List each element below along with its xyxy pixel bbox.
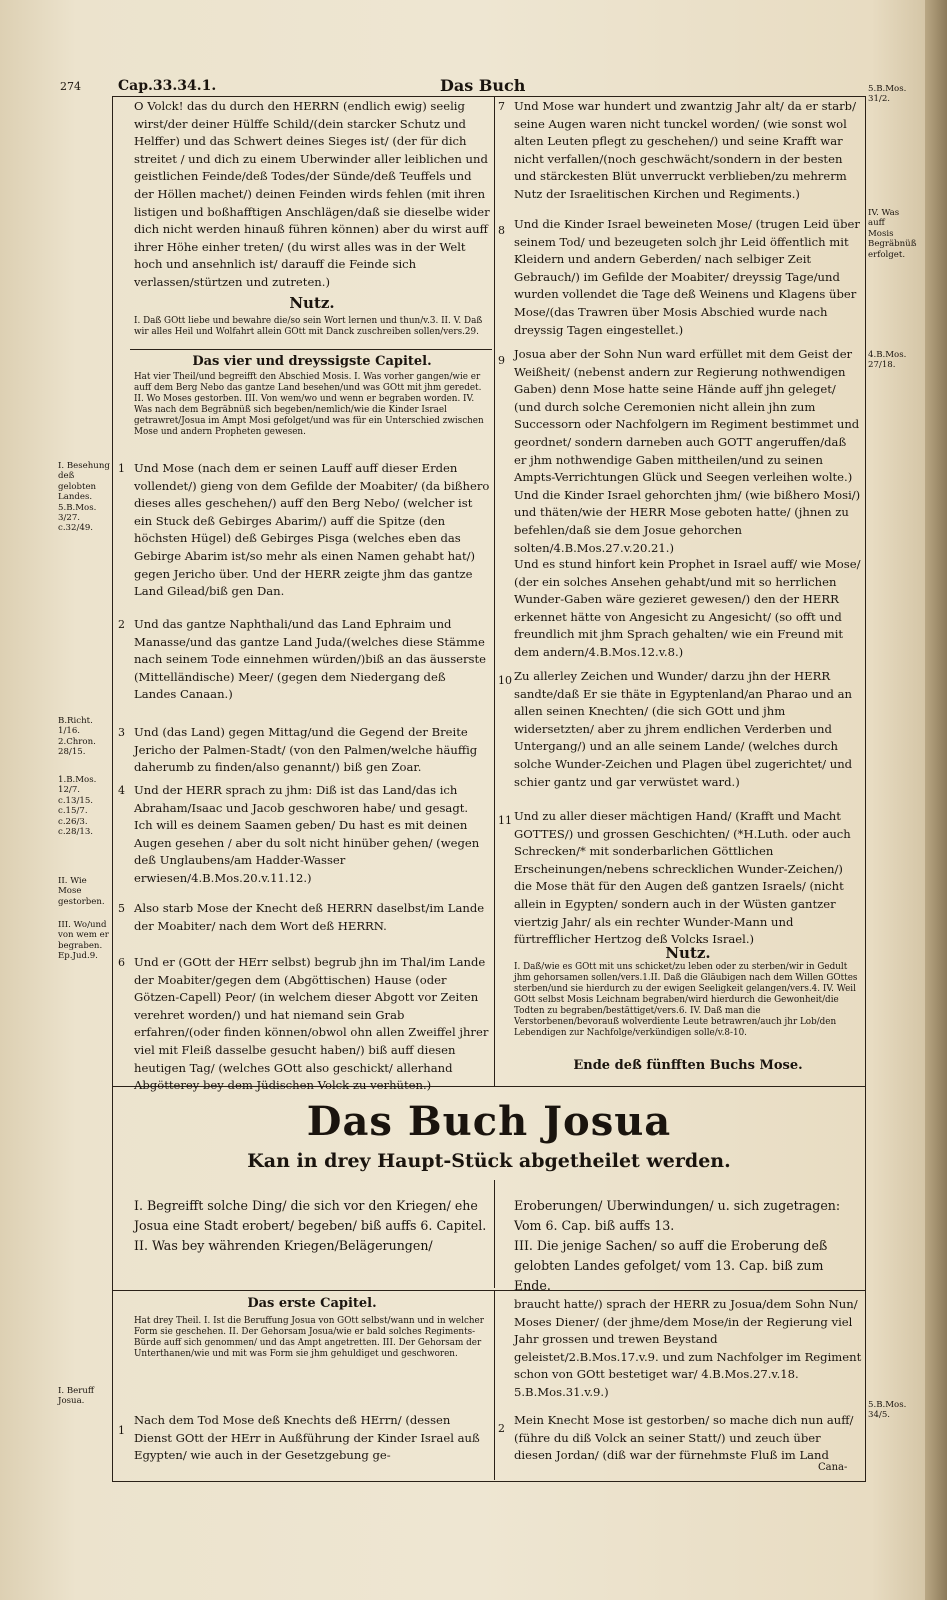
verse-number: 4 (118, 784, 125, 797)
verse-text: Und (das Land) gegen Mittag/und die Gegend der Breite Jericho der Palmen-Stadt/ (von den Palmen/welche häuffig daherumb zu finden/also genannt/) biß gen Zoar. (134, 725, 478, 775)
verse-text: Also starb Mose der Knecht deß HERRN daselbst/im Lande der Moabiter/ nach dem Wort deß HERRN. (134, 901, 485, 933)
chapter-summary: Hat vier Theil/und begreifft den Abschied Mosis. I. Was vorher gangen/wie er auff dem Berg Nebo das gantze Land besehen/und was GOtt mit jhm geredet. II. Wo Moses gestorben. III. Von wem/wo und wenn er begraben worden. IV. Was nach dem Begräbnüß sich begeben/nemlich/wie die Kinder Israel getrawret/Josua im Ampt Mosi gefolget/und was für ein Unterschied zwischen Mose und andern Propheten gewesen. (134, 372, 484, 437)
verse-text: Und der HERR sprach zu jhm: Diß ist das Land/das ich Abraham/Isaac und Jacob geschworen habe/ und gesagt. Ich will es deinem Saamen geben/ Du hast es mit deinen Augen gesehen / aber du solt nicht hinüber gehen/ (wegen deß Unglaubens/am Hadder-Wasser erwiesen/4.B.Mos.20.v.11.12.) (134, 783, 480, 885)
verse-number: 7 (498, 100, 505, 113)
verse-text: Mein Knecht Mose ist gestorben/ so mache dich nun auff/ (führe du diß Volck an seiner Statt/) und zeuch über diesen Jordan/ (diß war der fürnehmste Fluß im Land (514, 1413, 854, 1463)
verse-number: 3 (118, 726, 125, 739)
book-subtitle: Kan in drey Haupt-Stück abgetheilet werden. (247, 1150, 731, 1172)
verse-text: Und das gantze Naphthali/und das Land Ephraim und Manasse/und das gantze Land Juda/(welches diese Stämme nach seinem Tode einnehmen würden/)biß an das äusserste (Mittelländische) Meer/ (gegen dem Niedergang deß Landes Canaan.) (134, 617, 487, 702)
margin-note: 5.B.Mos. 31/2. (868, 84, 907, 105)
end-of-book-line: Ende deß fünfften Buchs Mose. (573, 1058, 803, 1073)
nutz-heading: Nutz. (665, 944, 711, 962)
verse-number: 6 (118, 956, 125, 969)
chapter-heading: Das erste Capitel. (247, 1296, 377, 1311)
verse-number: 2 (118, 618, 125, 631)
verse-number: 9 (498, 354, 505, 367)
verse-text: Und Mose war hundert und zwantzig Jahr alt/ da er starb/ seine Augen waren nicht tunckel worden/ (wie sonst wol alten Leuten pflegt zu geschehen/) und seine Krafft war nicht verfallen/(noch geschwächt/sondern in der besten und stärckesten Blüt unverruckt verblieben/zu mehrerm Nutz der Israelitischen Kirchen und Regiments.) (514, 99, 856, 201)
margin-note: I. Beruff Josua. (58, 1386, 95, 1407)
chapter-heading: Das vier und dreyssigste Capitel. (192, 354, 432, 369)
left-chapter-rule (130, 349, 492, 350)
chapter-summary: Hat drey Theil. I. Ist die Beruffung Josua von GOtt selbst/wann und in welcher Form sie geschehen. II. Der Gehorsam Josua/wie er bald solches Regiments-Bürde auff sich genommen/ und das Ampt angetretten. III. Der Gehorsam der Unterthanen/wie und mit was Form sie jhm gehuldiget und geschworen. (134, 1316, 484, 1359)
margin-note: II. Wie Mose gestorben. (58, 876, 105, 907)
verse-number: 8 (498, 224, 505, 237)
verse-text: Und er (GOtt der HErr selbst) begrub jhn im Thal/im Lande der Moabiter/gegen dem (Abgöttischen) Hause (oder Götzen-Capell) Peor/ (in welchem dieser Abgott vor Zeiten verehret worden/) und hat niemand sein Grab erfahren/(oder finden können/obwol ohn allen Zweiffel jhrer viel mit Fleiß dasselbe gesucht haben/) biß auff diesen heutigen Tag/ (welches GOtt also geschickt/ allerhand Abgötterey bey dem Jüdischen Volck zu verhüten.) (134, 955, 489, 1093)
column-divider-divisions (494, 1180, 495, 1288)
catchword: Cana- (818, 1462, 848, 1473)
margin-note: IV. Was auff Mosis Begräbnüß erfolget. (868, 208, 917, 260)
nutz-text: I. Daß/wie es GOtt mit uns schicket/zu leben oder zu sterben/wir in Gedult jhm gehorsamen sollen/vers.1.II. Daß die Gläubigen nach dem Willen GOttes sterben/und sie hierdurch zu der ewigen Seeligkeit gelangen/vers.4. IV. Weil GOtt selbst Mosis Leichnam begraben/wird hierdurch die Gewonheit/die Todten zu begraben/bestättiget/vers.6. IV. Daß man die Verstorbenen/bevorauß wolverdiente Leute betrawren/auch jhr Lob/den Lebendigen zur Nachfolge/verkündigen solle/v.8-10. (514, 962, 858, 1038)
column-divider-lower (494, 1290, 495, 1480)
verse-number: 2 (498, 1422, 505, 1435)
margin-note: I. Besehung deß gelobten Landes. 5.B.Mos. 3/27. c.32/49. (58, 461, 110, 534)
divisions-left: I. Begreifft solche Ding/ die sich vor den Kriegen/ ehe Josua eine Stadt erobert/ begeben/ biß auffs 6. Capitel. II. Was bey währenden Kriegen/Belägerungen/ (134, 1198, 487, 1253)
verse-text: Und Mose (nach dem er seinen Lauff auff dieser Erden vollendet/) gieng von dem Gefilde der Moabiter/ (da bißhero dieses alles geschehen/) auff den Berg Nebo/ (welcher ist ein Stuck deß Gebirges Abarim/) auff die Spitze (den höchsten Hügel) deß Gebirges Pisga (welches eben das Gebirge Abarim ist/so mehr als einen Namen gehabt hat/) gegen Jericho über. Und der HERR zeigte jhm das gantze Land Gilead/biß gen Dan. (134, 461, 490, 599)
verse-number: 5 (118, 902, 125, 915)
running-title: Das Buch (440, 76, 526, 95)
verse-text: Josua aber der Sohn Nun ward erfüllet mit dem Geist der Weißheit/ (nebenst andern zur Regierung nothwendigen Gaben) denn Mose hatte seine Hände auff jhn geleget/ (und durch solche Ceremonien nicht allein jhn zum Successorn oder Nachfolgern im Regiment bestimmet und geordnet/ sondern darneben auch GOTT angeruffen/daß er jhm nothwendige Gaben mittheilen/und zu seinen Ampts-Verrichtungen Glück und Seegen verleihen wolte.) Und die Kinder Israel gehorchten jhm/ (wie bißhero Mosi/) und thäten/wie der HERR Mose geboten hatte/ (jhnen zu befehlen/daß sie dem Josue gehorchen solten/4.B.Mos.27.v.20.21.) (514, 347, 861, 555)
verse-text: Nach dem Tod Mose deß Knechts deß HErrn/ (dessen Dienst GOtt der HErr in Außführung der Kinder Israel auß Egypten/ wie auch in der Gesetzgebung ge- (134, 1413, 480, 1463)
margin-rule-left (112, 96, 113, 1480)
margin-note: 4.B.Mos. 27/18. (868, 350, 907, 371)
verse-text: Und die Kinder Israel beweineten Mose/ (trugen Leid über seinem Tod/ und bezeugeten solch jhr Leid öffentlich mit Kleidern und andern Geberden/ nach selbiger Zeit Gebrauch/) im Gefilde der Moabiter/ dreyssig Tage/und wurden vollendet die Tage deß Weinens und Klagens über Mose/(das Trawren über Mosis Abschied wurde nach dreyssig Tagen eingestellet.) (514, 217, 860, 337)
divisions-right: Eroberungen/ Uberwindungen/ u. sich zugetragen: Vom 6. Cap. biß auffs 13. III. Die jenige Sachen/ so auff die Eroberung deß gelobten Landes gefolget/ vom 13. Cap. biß zum Ende. (514, 1198, 841, 1293)
verse-number: 1 (118, 462, 125, 475)
nutz-text: I. Daß GOtt liebe und bewahre die/so sein Wort lernen und thun/v.3. II. V. Daß wir alles Heil und Wolfahrt allein GOtt mit Danck zuschreiben sollen/vers.29. (134, 316, 483, 337)
verse-text: Und zu aller dieser mächtigen Hand/ (Krafft und Macht GOTTES/) und grossen Geschichten/ (*H.Luth. oder auch Schrecken/* mit sonderbarlichen Göttlichen Erscheinungen/nebens schrecklichen Wunder-Zeichen/) die Mose thät für den Augen deß gantzen Israels/ (nicht allein in Egypten/ sondern auch in der Wüsten gantzer viertzig Jahr/ als ein rechter Wunder-Mann und fürtrefflicher Hertzog deß Volcks Israel.) (514, 809, 851, 947)
column-divider-upper (494, 96, 495, 1086)
chapter-reference: Cap.33.34.1. (118, 78, 217, 94)
page-number: 274 (60, 80, 81, 93)
margin-note: 5.B.Mos. 34/5. (868, 1400, 907, 1421)
margin-note: 1.B.Mos. 12/7. c.13/15. c.15/7. c.26/3. c.28/13. (58, 775, 97, 838)
text-block: O Volck! das du durch den HERRN (endlich ewig) seelig wirst/der deiner Hülffe Schild/(dein starcker Schutz und Helffer) und das Schwert deines Sieges ist/ (der für dich streitet / und dich zu einem Uberwinder aller leiblichen und geistlichen Feinde/deß Todes/der Sünde/deß Teuffels und der Höllen machet/) deinen Feinden wirds fehlen (mit ihren listigen und boßhafftigen Anschlägen/daß sie dieselbe wider dich nicht werden hinauß führen können) aber du wirst auff ihrer Höhe einher treten/ (du wirst alles was in der Welt hoch und ansehnlich ist/ darauff die Feinde sich verlassen/stürtzen und zutreten.) (134, 99, 490, 289)
margin-note: III. Wo/und von wem er begraben. Ep.Jud.9. (58, 920, 109, 962)
verse-number: 10 (498, 674, 512, 687)
verse-text: braucht hatte/) sprach der HERR zu Josua/dem Sohn Nun/ Moses Diener/ (der jhme/dem Mose/in der Regierung viel Jahr grossen und trewen Beystand geleistet/2.B.Mos.17.v.9. und zum Nachfolger im Regiment schon von GOtt bestetiget war/ 4.B.Mos.27.v.18. 5.B.Mos.31.v.9.) (514, 1297, 862, 1399)
verse-text: Zu allerley Zeichen und Wunder/ darzu jhn der HERR sandte/daß Er sie thäte in Egyptenland/an Pharao und an allen seinen Knechten/ (die sich GOtt und jhm widersetzten/ aber zu jhrem endlichen Verderben und Untergang/) und an alle seinem Lande/ (welches durch solche Wunder-Zeichen und Plagen übel zugerichtet/ und schier gantz und gar verwüstet ward.) (514, 669, 853, 789)
verse-number: 11 (498, 814, 512, 827)
verse-number: 1 (118, 1424, 125, 1437)
book-gutter (925, 0, 947, 1600)
book-title: Das Buch Josua (306, 1098, 672, 1145)
margin-note: B.Richt. 1/16. 2.Chron. 28/15. (58, 716, 96, 758)
verse-text: Und es stund hinfort kein Prophet in Israel auff/ wie Mose/ (der ein solches Ansehen gehabt/und mit so herrlichen Wunder-Gaben wäre gezieret gewesen/) den der HERR erkennet hätte von Angesicht zu Angesicht/ (so offt und freundlich mit jhm Sprach gehalten/ wie ein Freund mit dem andern/4.B.Mos.12.v.8.) (514, 557, 861, 659)
nutz-heading: Nutz. (289, 294, 335, 312)
